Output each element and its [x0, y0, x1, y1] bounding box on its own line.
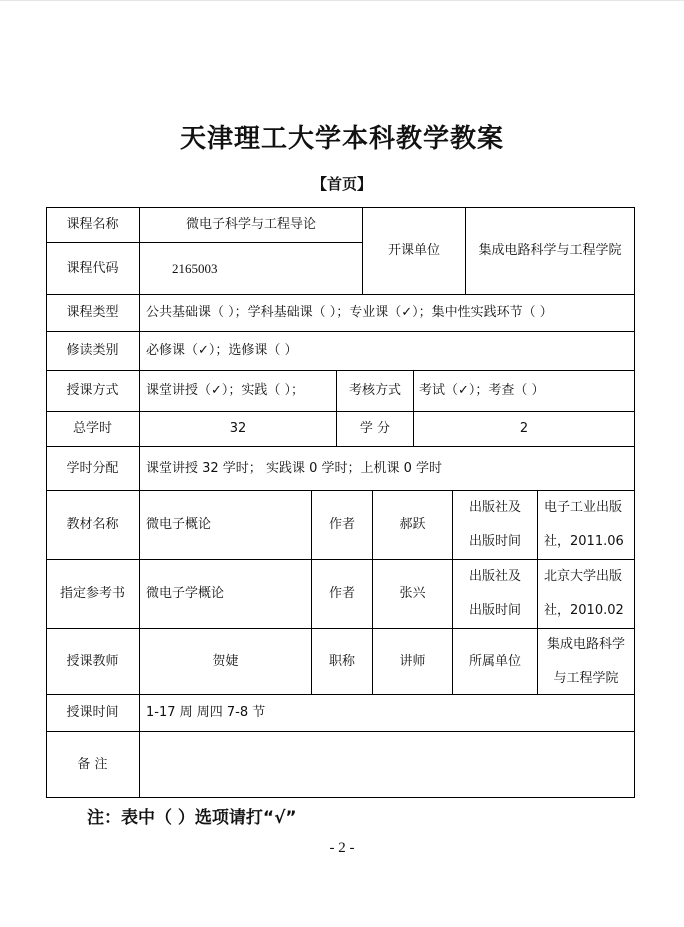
course-type-value: 公共基础课（ ）；学科基础课（ ）；专业课（✓）；集中性实践环节（ ）: [146, 305, 553, 321]
label-textbook-author: 作者: [328, 517, 355, 533]
label-instructor: 授课教师: [66, 653, 119, 669]
reference-publisher-line1: 北京大学出版: [544, 569, 623, 584]
reference-publisher-line2: 社，2010.02: [544, 603, 624, 618]
label-offering-unit: 开课单位: [387, 242, 440, 258]
textbook-publisher-line1: 电子工业出版: [544, 500, 623, 515]
page-subtitle: 【首页】: [311, 175, 372, 193]
textbook-author-value: 郝跃: [399, 517, 426, 533]
label-title-rank: 职称: [328, 653, 355, 669]
label-assessment-method: 考核方式: [348, 383, 401, 399]
teaching-method-value: 课堂讲授（✓）；实践（ ）；: [146, 383, 305, 399]
hours-allocation-value: 课堂讲授 32 学时； 实践课 0 学时；上机课 0 学时: [146, 460, 443, 476]
page-number: - 2 -: [329, 840, 355, 856]
total-hours-value: 32: [229, 421, 247, 437]
offering-unit-value: 集成电路科学与工程学院: [478, 242, 622, 258]
label-publisher-line1: 出版社及: [468, 500, 521, 515]
affiliation-line2: 与工程学院: [553, 670, 619, 686]
textbook-value: 微电子概论: [146, 517, 212, 533]
label-course-type: 课程类型: [66, 305, 119, 321]
label-schedule: 授课时间: [66, 705, 119, 721]
course-name-value: 微电子科学与工程导论: [185, 216, 316, 232]
study-category-value: 必修课（✓）；选修课（ ）: [146, 343, 298, 359]
instructor-value: 贺婕: [212, 653, 239, 669]
affiliation-line1: 集成电路科学: [546, 636, 625, 652]
course-code-value: 2165003: [172, 260, 218, 276]
label-reference-publisher: [453, 560, 537, 628]
label-publisher-line2: 出版时间: [468, 603, 521, 618]
label-course-name: 课程名称: [66, 216, 119, 232]
label-publisher-line2: 出版时间: [468, 534, 521, 549]
label-textbook: 教材名称: [66, 517, 119, 533]
affiliation-value: [538, 629, 634, 694]
label-course-code: 课程代码: [66, 260, 119, 276]
reference-author-value: 张兴: [399, 586, 426, 602]
reference-value: 微电子学概论: [146, 586, 225, 602]
table-note: 注：表中（ ）选项请打“√”: [87, 808, 297, 828]
page-top-edge: [0, 0, 684, 1]
label-affiliation: 所属单位: [468, 653, 521, 669]
label-reference: 指定参考书: [59, 586, 125, 602]
label-reference-author: 作者: [328, 586, 355, 602]
label-teaching-method: 授课方式: [66, 383, 119, 399]
schedule-value: 1-17 周 周四 7-8 节: [146, 705, 266, 721]
assessment-method-value: 考试（✓）；考查（ ）: [419, 383, 545, 399]
credits-value: 2: [519, 421, 529, 437]
course-info-table: [46, 207, 635, 798]
label-credits: 学 分: [359, 421, 391, 437]
label-publisher-line1: 出版社及: [468, 569, 521, 584]
label-total-hours: 总学时: [72, 421, 112, 437]
remarks-value: [140, 732, 634, 797]
page-title: 天津理工大学本科教学教案: [179, 124, 504, 154]
title-rank-value: 讲师: [399, 653, 426, 669]
label-remarks: 备 注: [77, 756, 108, 772]
label-study-category: 修读类别: [66, 343, 119, 359]
reference-publisher-value: [538, 560, 634, 628]
textbook-publisher-line2: 社，2011.06: [544, 534, 624, 549]
textbook-publisher-value: [538, 491, 634, 559]
label-hours-allocation: 学时分配: [66, 460, 119, 476]
label-textbook-publisher: [453, 491, 537, 559]
